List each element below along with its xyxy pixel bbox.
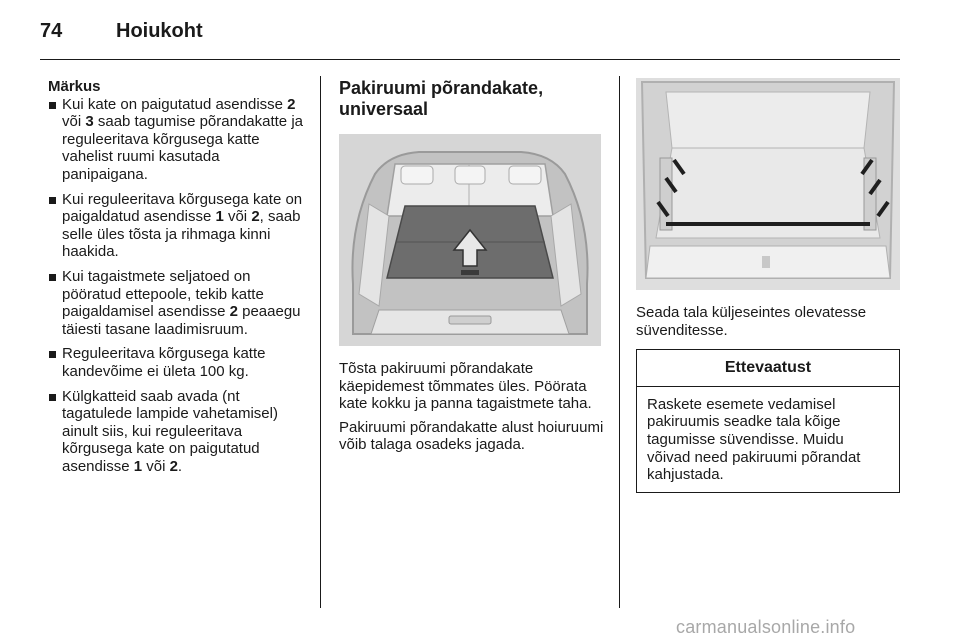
instruction-paragraph-1: Tõsta pakiruumi põrandakate käepidemest tõmmates üles. Pöörata kate kokku ja panna tagaistmete taha. [339, 360, 592, 413]
note-title: Märkus [48, 78, 101, 95]
bullet-square-icon [49, 274, 56, 281]
position-number: 1 [133, 457, 143, 475]
column-notes [48, 78, 308, 482]
note-bullet-item [48, 96, 308, 184]
page-title: Hoiukoht [116, 20, 203, 42]
beam-caption: Seada tala küljeseintes olevatesse süvenditesse. [636, 304, 867, 339]
caution-text: Raskete esemete vedamisel pakiruumis seadke tala kõige tagumisse süvendisse. Muidu võivad need pakiruumi põrandat kahjustada. [647, 395, 861, 484]
bullet-text: Reguleeritava kõrgusega katte kandevõime ei ületa 100 kg. [62, 345, 266, 380]
bullet-text: Kui kate on paigutatud asendisse [62, 95, 288, 113]
position-number: 1 [215, 208, 224, 226]
position-number: 2 [229, 303, 238, 321]
watermark: carmanualsonline.info [676, 617, 856, 637]
bullet-square-icon [49, 102, 56, 109]
bullet-text: Külgkatteid saab avada (nt tagatulede lampide vahetamisel) ainult siis, kui reguleeritava kõrgusega kate on paigutatud asendisse [62, 387, 278, 475]
bullet-text: või [62, 113, 86, 131]
column-divider-1 [320, 76, 321, 608]
section-title [339, 78, 604, 120]
section-title-line2: universaal [339, 99, 429, 119]
note-bullet-item [48, 388, 308, 476]
bullet-text: või [223, 208, 252, 226]
bullet-text: Kui tagaistmete seljatoed on pööratud ettepoole, tekib katte paigaldamisel asendisse [62, 267, 264, 321]
figure-beam-recesses [636, 78, 900, 290]
figure-floor-cover-lift [339, 134, 601, 346]
floor-cover-illustration [339, 134, 601, 346]
page-header [40, 14, 920, 54]
note-bullet-item [48, 345, 308, 380]
position-number: 2 [169, 457, 178, 475]
bullet-square-icon [49, 197, 56, 204]
position-number: 3 [85, 113, 94, 131]
section-title-line1: Pakiruumi põrandakate, [339, 78, 544, 98]
bullet-text: või [142, 457, 170, 475]
bullet-text: Kui reguleeritava kõrgusega kate on paigaldatud asendisse [62, 190, 303, 226]
instruction-paragraph-2: Pakiruumi põrandakatte alust hoiuruumi võib talaga osadeks jagada. [339, 418, 604, 454]
note-bullet-list [48, 96, 308, 476]
header-rule [40, 59, 900, 60]
bullet-text: peaaegu täiesti tasane laadimisruum. [62, 303, 301, 338]
caution-box [636, 349, 900, 493]
caution-title: Ettevaatust [637, 350, 899, 387]
page-number: 74 [40, 20, 63, 42]
column-divider-2 [619, 76, 620, 608]
bullet-text: . [177, 457, 183, 475]
bullet-square-icon [49, 394, 56, 401]
note-bullet-item [48, 191, 308, 261]
column-floor-cover [339, 78, 604, 460]
position-number: 2 [251, 208, 260, 226]
note-bullet-item [48, 268, 308, 338]
bullet-text: saab tagumise põrandakatte ja reguleeritava kõrgusega katte vahelist ruumi kasutada panipaigana. [62, 113, 303, 183]
bullet-text: , saab selle üles tõsta ja rihmaga kinni haakida. [62, 208, 301, 261]
position-number: 2 [287, 95, 296, 113]
bullet-square-icon [49, 351, 56, 358]
beam-illustration [636, 78, 900, 290]
column-beam [636, 78, 902, 493]
